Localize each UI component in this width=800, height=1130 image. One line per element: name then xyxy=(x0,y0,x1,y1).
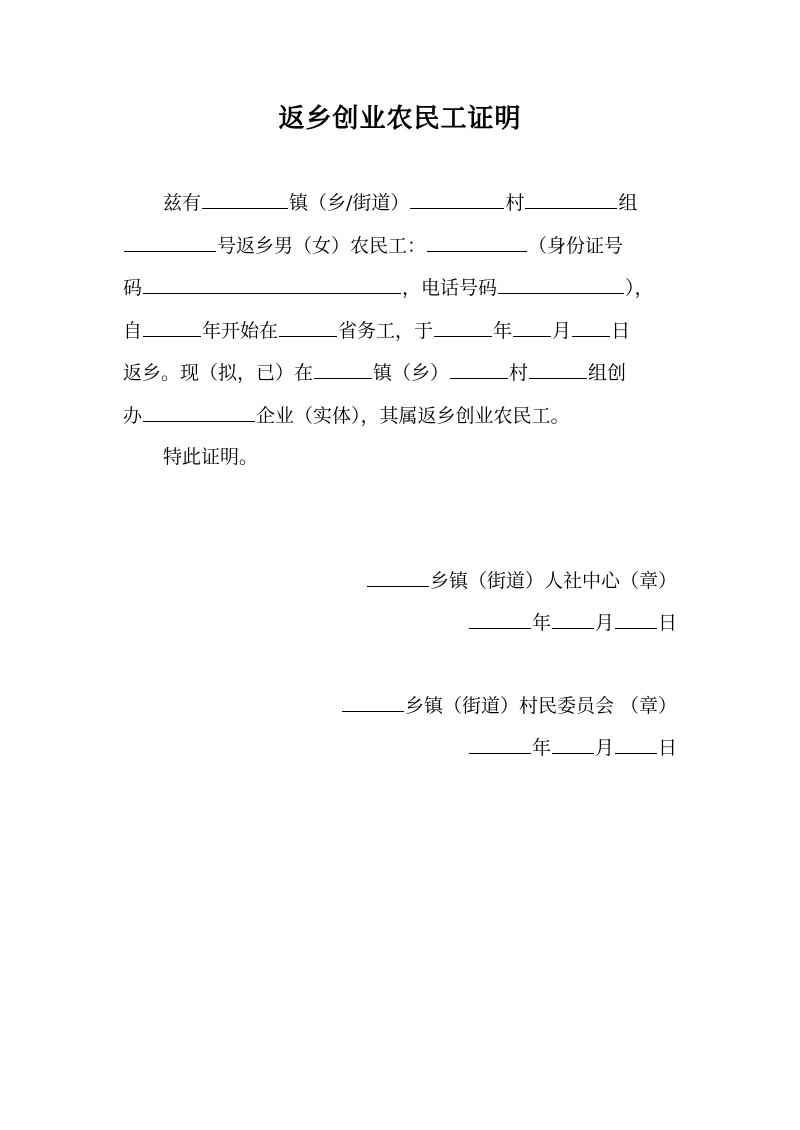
blank-name[interactable] xyxy=(427,233,527,252)
signature-1-date xyxy=(468,610,677,635)
text-group-label: 组 xyxy=(618,192,638,214)
signature-1-org xyxy=(366,568,677,593)
blank-sig2-day[interactable] xyxy=(615,735,657,754)
blank-biz-group[interactable] xyxy=(529,360,587,379)
text-biz-village-label: 村 xyxy=(509,362,529,384)
text-biz-group-label: 组创 xyxy=(588,362,627,384)
blank-town[interactable] xyxy=(202,190,288,209)
blank-sig1-year[interactable] xyxy=(469,610,531,629)
blank-return-day[interactable] xyxy=(572,318,610,337)
blank-sig1-month[interactable] xyxy=(552,610,594,629)
blank-biz-town[interactable] xyxy=(314,360,372,379)
blank-sig1-town[interactable] xyxy=(367,568,429,587)
blank-start-year[interactable] xyxy=(143,318,201,337)
text-work-label: 省务工，于 xyxy=(338,320,434,342)
blank-phone[interactable] xyxy=(498,275,624,294)
blank-return-year[interactable] xyxy=(434,318,492,337)
blank-enterprise[interactable] xyxy=(143,403,255,422)
blank-group[interactable] xyxy=(525,190,617,209)
text-month: 月 xyxy=(552,320,572,342)
text-id-label: （身份证号 xyxy=(528,235,624,257)
text-ziyou: 兹有 xyxy=(163,192,202,214)
text-village-label: 村 xyxy=(505,192,525,214)
text-sig2-month: 月 xyxy=(594,737,614,759)
body-line-1 xyxy=(163,190,637,215)
text-sig2-org: 乡镇（街道）村民委员会 （章） xyxy=(404,695,677,717)
text-sig1-org: 乡镇（街道）人社中心（章） xyxy=(429,570,677,592)
text-year: 年 xyxy=(493,320,513,342)
blank-sig2-town[interactable] xyxy=(342,693,404,712)
document-title: 返乡创业农民工证明 xyxy=(278,104,522,134)
signature-2-date xyxy=(468,735,677,760)
text-start-label: 年开始在 xyxy=(202,320,279,342)
text-close-paren: ）， xyxy=(625,277,654,299)
blank-sig2-year[interactable] xyxy=(469,735,531,754)
blank-sig1-day[interactable] xyxy=(615,610,657,629)
blank-sig2-month[interactable] xyxy=(552,735,594,754)
text-ma: 码 xyxy=(123,277,143,299)
text-ban: 办 xyxy=(123,405,143,427)
blank-number[interactable] xyxy=(124,233,216,252)
blank-biz-village[interactable] xyxy=(450,360,508,379)
text-sig2-day: 日 xyxy=(657,737,677,759)
text-returnee-label: 号返乡男（女）农民工： xyxy=(217,235,427,257)
body-line-7 xyxy=(163,445,258,469)
blank-province[interactable] xyxy=(279,318,337,337)
text-certify: 特此证明。 xyxy=(163,446,259,468)
body-line-6 xyxy=(123,403,570,428)
body-line-2 xyxy=(123,233,623,258)
text-sig2-year: 年 xyxy=(531,737,551,759)
text-biz-town-label: 镇（乡） xyxy=(373,362,450,384)
blank-return-month[interactable] xyxy=(513,318,551,337)
text-zi: 自 xyxy=(123,320,143,342)
text-return-now: 返乡。现（拟，已）在 xyxy=(123,362,314,384)
text-sig1-month: 月 xyxy=(594,612,614,634)
signature-2-org xyxy=(341,693,677,718)
text-phone-label: ，电话号码 xyxy=(402,277,498,299)
text-day: 日 xyxy=(611,320,631,342)
text-town-label: 镇（乡/街道） xyxy=(289,192,410,214)
body-line-5 xyxy=(123,360,626,385)
text-sig1-day: 日 xyxy=(657,612,677,634)
blank-village[interactable] xyxy=(410,190,504,209)
text-sig1-year: 年 xyxy=(531,612,551,634)
body-line-4 xyxy=(123,318,630,343)
text-enterprise-label: 企业（实体），其属返乡创业农民工。 xyxy=(256,405,570,427)
blank-id-number[interactable] xyxy=(143,275,401,294)
body-line-3 xyxy=(123,275,654,300)
